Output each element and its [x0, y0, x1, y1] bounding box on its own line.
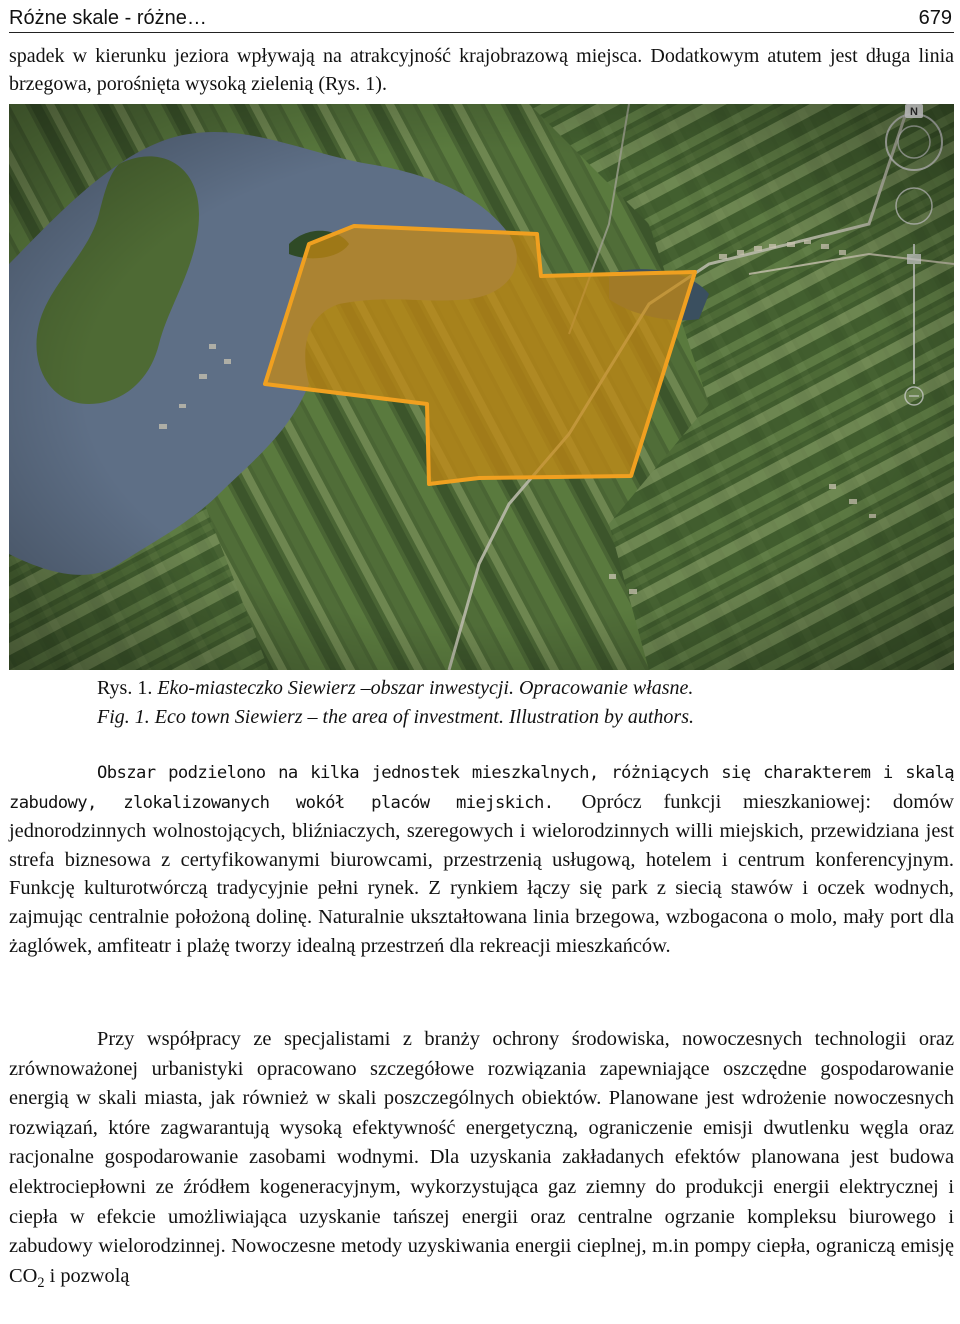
running-header	[9, 6, 954, 33]
caption-en-label: Fig. 1.	[97, 706, 150, 728]
image-vignette	[9, 104, 954, 670]
body-paragraph-1	[9, 758, 954, 960]
caption-pl-text: Eko-miasteczko Siewierz –obszar inwestycji. Opracowanie własne.	[157, 677, 694, 699]
caption-english	[97, 703, 897, 732]
caption-en-text: Eco town Siewierz – the area of investment. Illustration by authors.	[154, 706, 694, 728]
body-paragraph-2	[9, 1025, 954, 1291]
caption-pl-label: Rys. 1.	[97, 677, 153, 699]
caption-polish	[97, 674, 897, 703]
paragraph-2-tail: i pozwolą	[44, 1264, 130, 1287]
co2-subscript: 2	[37, 1274, 45, 1291]
satellite-figure	[9, 104, 954, 670]
paragraph-1-sans-text: Obszar podzielono na kilka jednostek mieszkalnych, różniących się charakterem i skalą zabudowy, zlokalizowanych wokół placów miejskich.	[9, 763, 954, 813]
paragraph-2-text: Przy współpracy ze specjalistami z branży ochrony środowiska, nowoczesnych technologii oraz zrównoważonej urbanistyki opracowano szczegółowe rozwiązania zapewniające oszczędne gospodarowanie energią w skali miasta, jak również w skali poszczególnych obiektów. Planowane jest wdrożenie nowoczesnych rozwiązań, które zagwarantują wysoką efektywność energetyczną, ograniczenie emisji dwutlenku węgla oraz racjonalne gospodarowanie zasobami wodnymi. Dla uzyskania zakładanych efektów planowana jest budowa elektrociepłowni ze źródłem kogeneracyjnym, wykorzystująca gaz ziemny do produkcji energii elektrycznej i ciepła w efekcie umożliwiająca uzyskanie tańszej energii oraz centralne ogrzanie kompleksu biurowego i zabudowy wielorodzinnej. Nowoczesne metody uzyskiwania energii cieplnej, m.in pompy ciepła, ograniczą emisję CO	[9, 1028, 954, 1287]
paragraph-1-serif-text: Oprócz funkcji mieszkaniowej: domów jednorodzinnych wolnostojących, bliźniaczych, szeregowych i wielorodzinnych willi miejskich, przewidziana jest strefa biznesowa z certyfikowanymi biurowcami, przestrzenią usługową, hotelem i centrum konferencyjnym. Funkcję kulturotwórczą tradycyjnie pełni rynek. Z rynkiem łączy się park z siecią stawów i oczek wodnych, zajmując centralnie położoną dolinę. Naturalnie ukształtowana linia brzegowa, wzbogacona o molo, mały port dla żaglówek, amfiteatr i plażę tworzy idealną przestrzeń dla rekreacji mieszkańców.	[9, 790, 954, 957]
figure-caption	[97, 674, 897, 732]
satellite-image	[9, 104, 954, 670]
running-title: Różne skale - różne…	[9, 7, 207, 29]
page-number: 679	[918, 7, 952, 29]
intro-paragraph: spadek w kierunku jeziora wpływają na atrakcyjność krajobrazową miejsca. Dodatkowym atutem jest długa linia brzegowa, porośnięta wysoką zielenią (Rys. 1).	[9, 45, 954, 95]
